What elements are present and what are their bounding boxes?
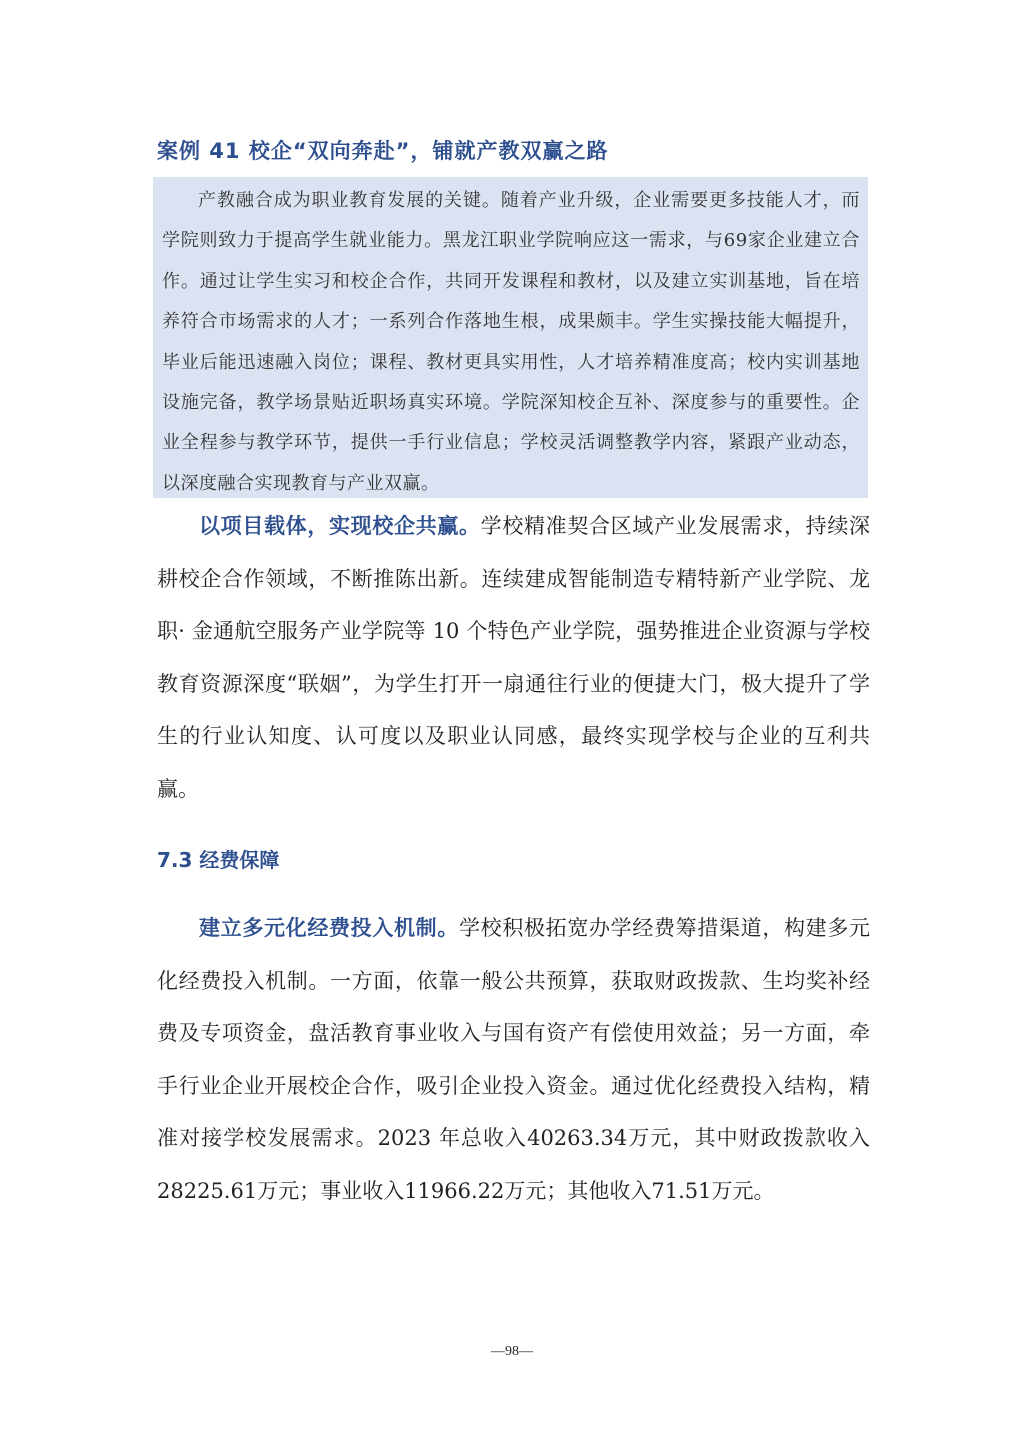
case-title: 案例 41 校企“双向奔赴”，铺就产教双赢之路 — [157, 139, 609, 163]
funding-text: 学校积极拓宽办学经费筹措渠道，构建多元化经费投入机制。一方面，依靠一般公共预算，获取财政拨款、生均奖补经费及专项资金，盘活教育事业收入与国有资产有偿使用效益；另一方面，牵手行业企业开展校企合作，吸引企业投入资金。通过优化经费投入结构，精准对接学校发展需求。2023 年总收入40263.34万元，其中财政拨款收入28225.61万元；事业收入11966.22万元；其他收入71.51万元。 — [157, 916, 870, 1203]
project-carrier-paragraph — [157, 500, 870, 816]
project-carrier-text: 学校精准契合区域产业发展需求，持续深耕校企合作领域，不断推陈出新。连续建成智能制造专精特新产业学院、龙职· 金通航空服务产业学院等 10 个特色产业学院，强势推进企业资源与学校教育资源深度“联姻”，为学生打开一扇通往行业的便捷大门，极大提升了学生的行业认知度、认可度以及职业认同感，最终实现学校与企业的互利共赢。 — [157, 514, 871, 801]
case-summary-box — [153, 177, 868, 498]
project-carrier-lead: 以项目载体，实现校企共赢。 — [199, 514, 481, 538]
page-number: —98— — [491, 1344, 533, 1359]
funding-paragraph — [157, 902, 870, 1218]
funding-lead: 建立多元化经费投入机制。 — [199, 916, 459, 940]
case-summary-text: 产教融合成为职业教育发展的关键。随着产业升级，企业需要更多技能人才，而学院则致力于提高学生就业能力。黑龙江职业学院响应这一需求，与69家企业建立合作。通过让学生实习和校企合作，共同开发课程和教材，以及建立实训基地，旨在培养符合市场需求的人才；一系列合作落地生根，成果颇丰。学生实操技能大幅提升，毕业后能迅速融入岗位；课程、教材更具实用性，人才培养精准度高；校内实训基地设施完备，教学场景贴近职场真实环境。学院深知校企互补、深度参与的重要性。企业全程参与教学环节，提供一手行业信息；学校灵活调整教学内容，紧跟产业动态，以深度融合实现教育与产业双赢。 — [162, 190, 860, 494]
section-heading: 7.3 经费保障 — [157, 848, 280, 872]
